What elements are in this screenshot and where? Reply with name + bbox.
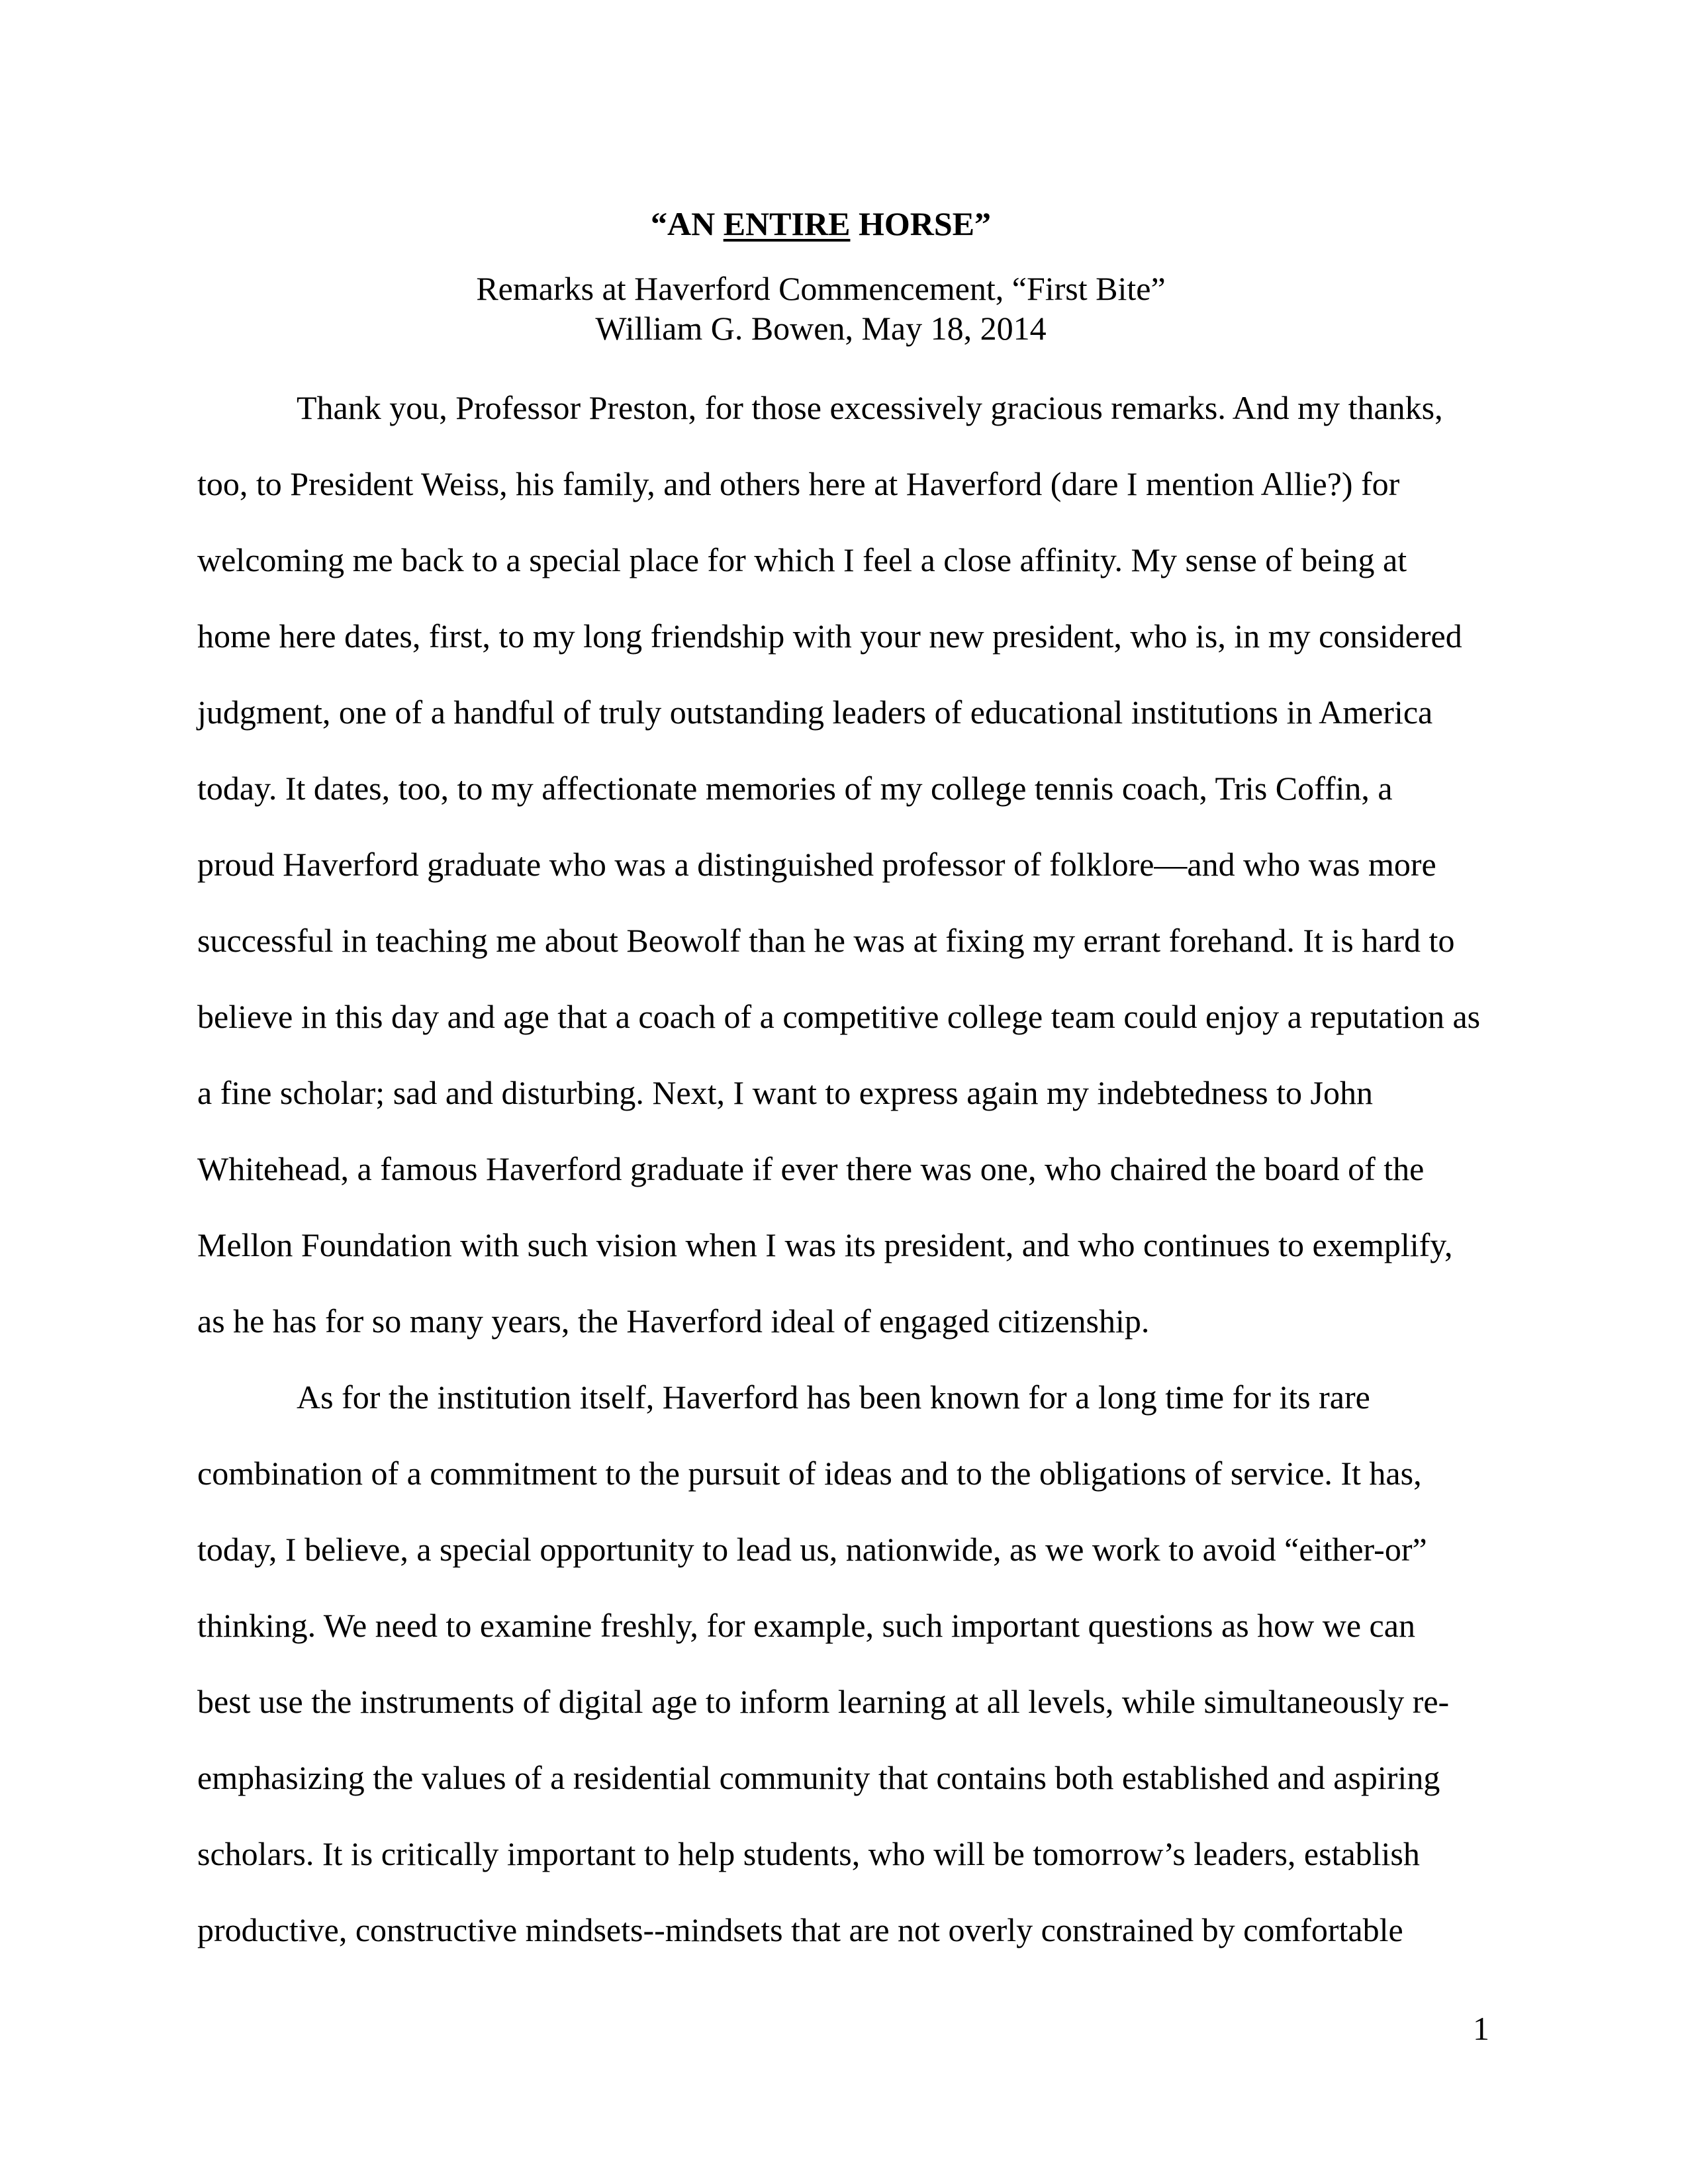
paragraph-1-line: today. It dates, too, to my affectionate memories of my college tennis coach, Tris Coffin, a bbox=[197, 770, 1393, 807]
paragraph-2-line: best use the instruments of digital age to inform learning at all levels, while simultaneously re- bbox=[197, 1683, 1450, 1720]
paragraph-1-line: too, to President Weiss, his family, and others here at Haverford (dare I mention Allie?) for bbox=[197, 465, 1400, 502]
title-prefix: “AN bbox=[650, 205, 724, 242]
document-title bbox=[175, 207, 1466, 240]
document-subtitle: Remarks at Haverford Commencement, “First Bite” bbox=[476, 270, 1166, 307]
paragraph-1-line: proud Haverford graduate who was a distinguished professor of folklore—and who was more bbox=[197, 846, 1436, 883]
paragraph-1-line: Mellon Foundation with such vision when I was its president, and who continues to exemplify, bbox=[197, 1226, 1453, 1263]
page-number: 1 bbox=[1473, 2010, 1489, 2047]
paragraph-1-line: welcoming me back to a special place for which I feel a close affinity. My sense of being at bbox=[197, 541, 1407, 578]
paragraph-1-line: a fine scholar; sad and disturbing. Next, I want to express again my indebtedness to John bbox=[197, 1074, 1374, 1111]
paragraph-1-line: as he has for so many years, the Haverford ideal of engaged citizenship. bbox=[197, 1302, 1150, 1340]
paragraph-2-line: combination of a commitment to the pursuit of ideas and to the obligations of service. It has, bbox=[197, 1455, 1422, 1492]
paragraph-2-line: today, I believe, a special opportunity to lead us, nationwide, as we work to avoid “either-or” bbox=[197, 1531, 1427, 1568]
title-suffix: HORSE” bbox=[850, 205, 991, 242]
paragraph-2-line: emphasizing the values of a residential community that contains both established and aspiring bbox=[197, 1759, 1440, 1796]
paragraph-2-line: As for the institution itself, Haverford has been known for a long time for its rare bbox=[297, 1379, 1370, 1416]
paragraph-2-line: productive, constructive mindsets--mindsets that are not overly constrained by comfortable bbox=[197, 1911, 1403, 1948]
author-date-line: William G. Bowen, May 18, 2014 bbox=[595, 310, 1047, 347]
paragraph-1-line: believe in this day and age that a coach of a competitive college team could enjoy a reputation as bbox=[197, 998, 1481, 1035]
paragraph-1-line: Whitehead, a famous Haverford graduate if ever there was one, who chaired the board of the bbox=[197, 1150, 1425, 1187]
paragraph-2-line: thinking. We need to examine freshly, for example, such important questions as how we can bbox=[197, 1607, 1415, 1644]
title-underlined-word: ENTIRE bbox=[723, 205, 851, 242]
paragraph-1-line: successful in teaching me about Beowolf than he was at fixing my errant forehand. It is hard to bbox=[197, 922, 1455, 959]
paragraph-1-line: home here dates, first, to my long friendship with your new president, who is, in my considered bbox=[197, 617, 1462, 655]
paragraph-2-line: scholars. It is critically important to help students, who will be tomorrow’s leaders, establish bbox=[197, 1835, 1420, 1872]
paragraph-1-line: judgment, one of a handful of truly outstanding leaders of educational institutions in America bbox=[197, 694, 1433, 731]
paragraph-1-line: Thank you, Professor Preston, for those excessively gracious remarks. And my thanks, bbox=[297, 389, 1443, 426]
